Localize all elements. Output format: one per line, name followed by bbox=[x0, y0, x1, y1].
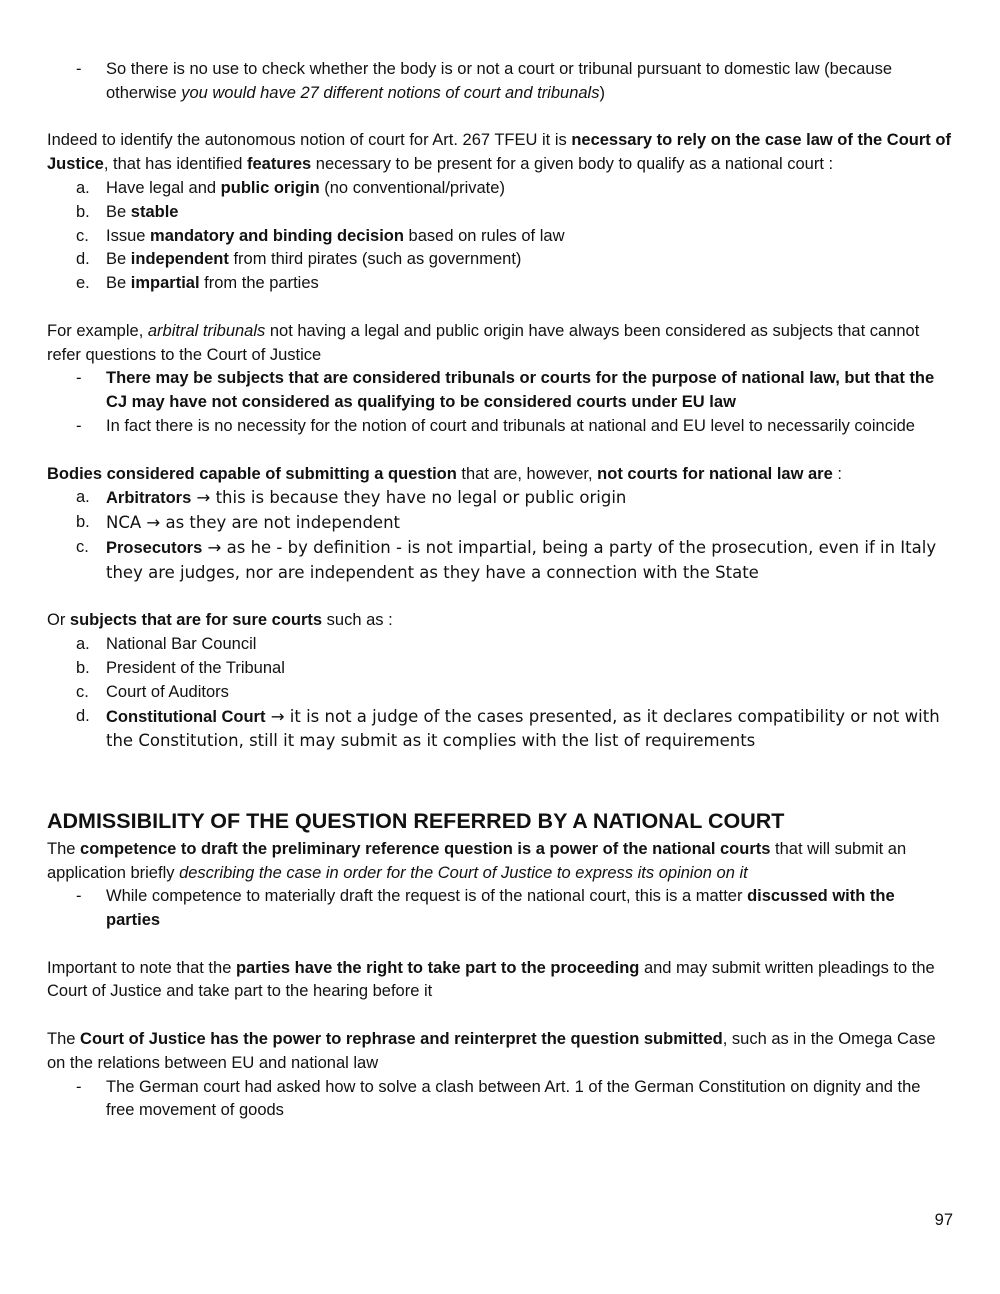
list-item: c. Court of Auditors bbox=[76, 682, 229, 701]
paragraph: Important to note that the parties have the right to take part to the proceeding and may submit written pleadings to the Court of Justice and take part to the hearing before it bbox=[47, 958, 935, 1001]
paragraph: Or subjects that are for sure courts such as : bbox=[47, 611, 393, 630]
section-heading: ADMISSIBILITY OF THE QUESTION REFERRED BY A NATIONAL COURT bbox=[47, 808, 785, 833]
list-item: b. President of the Tribunal bbox=[76, 658, 285, 677]
list-item: c. Prosecutors → as he - by definition - is not impartial, being a party of the prosecution, even if in Italy they are judges, nor are independent as they have a connection with the State bbox=[76, 537, 937, 582]
page-number: 97 bbox=[934, 1211, 953, 1229]
list-item: e. Be impartial from the parties bbox=[76, 274, 319, 293]
paragraph: The competence to draft the preliminary reference question is a power of the national courts that will submit an application briefly describing the case in order for the Court of Justice to express its opinion on it bbox=[47, 839, 907, 882]
list-item: - In fact there is no necessity for the notion of court and tribunals at national and EU level to necessarily coincide bbox=[47, 415, 952, 439]
paragraph: For example, arbitral tribunals not having a legal and public origin have always been considered as subjects that cannot refer questions to the Court of Justice bbox=[47, 321, 920, 364]
list-item: b. Be stable bbox=[76, 202, 179, 221]
list-item: a. Have legal and public origin (no conventional/private) bbox=[76, 178, 505, 197]
paragraph: Bodies considered capable of submitting a question that are, however, not courts for national law are : bbox=[47, 464, 842, 483]
list-item: - The German court had asked how to solve a clash between Art. 1 of the German Constitution on dignity and the free movement of goods bbox=[76, 1077, 921, 1120]
paragraph: Indeed to identify the autonomous notion of court for Art. 267 TFEU it is necessary to rely on the case law of the Court of Justice, that has identified features necessary to be present for a given body to qualify as a national court : bbox=[47, 131, 951, 174]
list-item: d. Constitutional Court → it is not a judge of the cases presented, as it declares compatibility or not with the Constitution, still it may submit as it complies with the list of requirements bbox=[76, 706, 940, 751]
list-item: c. Issue mandatory and binding decision based on rules of law bbox=[76, 226, 565, 245]
list-item: - There may be subjects that are considered tribunals or courts for the purpose of national law, but that the CJ may have not considered as qualifying to be considered courts under EU law bbox=[76, 369, 935, 412]
bullet-marker: - bbox=[76, 416, 82, 435]
features-list bbox=[47, 177, 952, 296]
bodies-list bbox=[47, 486, 952, 585]
bullet-marker: - bbox=[76, 369, 82, 388]
list-item: a. National Bar Council bbox=[76, 635, 257, 654]
paragraph: The Court of Justice has the power to rephrase and reinterpret the question submitted, such as in the Omega Case on the relations between EU and national law bbox=[47, 1030, 936, 1072]
list-item: b. NCA → as they are not independent bbox=[76, 513, 401, 533]
list-item: d. Be independent from third pirates (such as government) bbox=[76, 250, 522, 269]
document-page bbox=[47, 58, 952, 1123]
courts-list bbox=[47, 633, 952, 754]
list-item: a. Arbitrators → this is because they have no legal or public origin bbox=[76, 488, 627, 508]
list-item: - So there is no use to check whether the body is or not a court or tribunal pursuant to domestic law (because otherwise you would have 27 different notions of court and tribunals) bbox=[76, 60, 893, 102]
bullet-marker: - bbox=[76, 1077, 82, 1096]
bullet-marker: - bbox=[76, 887, 82, 906]
list-item: - While competence to materially draft the request is of the national court, this is a matter discussed with the parties bbox=[76, 887, 895, 930]
bullet-marker: - bbox=[76, 60, 82, 78]
